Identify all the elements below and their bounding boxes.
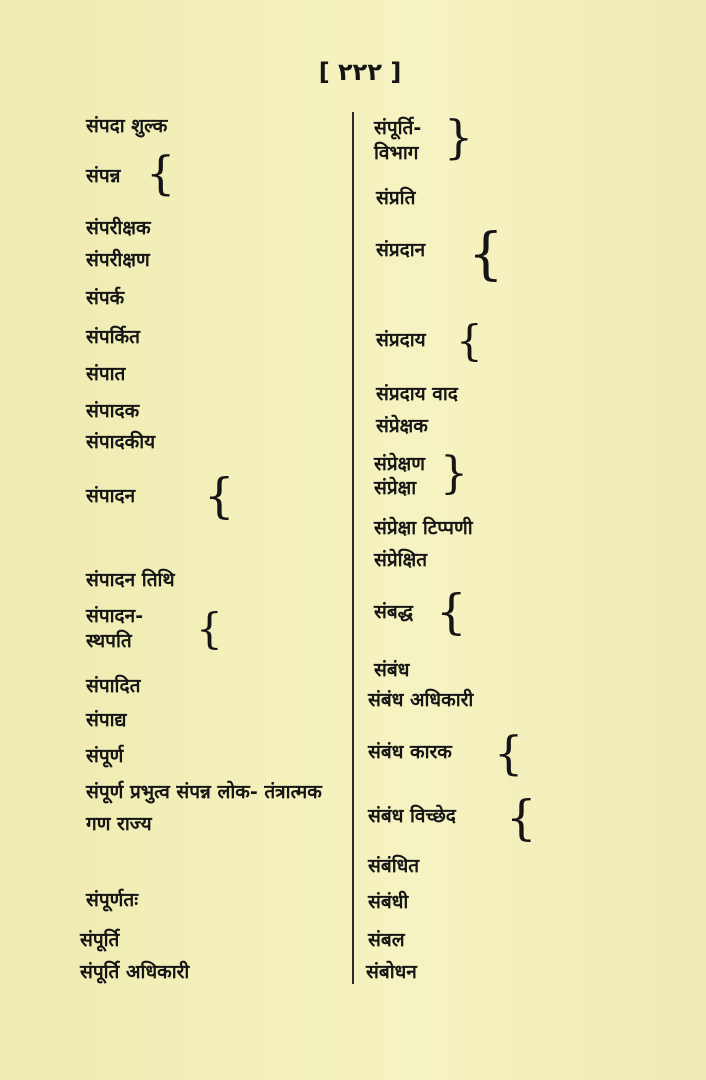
hindi-headword: संप्रेक्षण संप्रेक्षा bbox=[374, 453, 426, 499]
hindi-headword: संपादन bbox=[86, 485, 136, 507]
hindi-headword: संबंध अधिकारी bbox=[368, 689, 474, 711]
brace-icon: { bbox=[506, 790, 537, 846]
hindi-headword: संप्रति bbox=[376, 187, 416, 209]
hindi-headword: संप्रदान bbox=[376, 239, 426, 261]
hindi-headword: संबंध विच्छेद bbox=[368, 805, 456, 827]
hindi-headword: संपादक bbox=[86, 400, 140, 422]
hindi-headword: संबद्ध bbox=[374, 601, 413, 623]
hindi-headword: संबल bbox=[368, 929, 405, 951]
hindi-headword: संपूर्ति bbox=[80, 929, 120, 951]
hindi-headword: संपूर्ण प्रभुत्व संपन्न लोक- तंत्रात्मक गण राज्य bbox=[86, 781, 322, 835]
hindi-headword: संपरीक्षण bbox=[86, 249, 150, 271]
hindi-headword: संप्रदाय वाद bbox=[376, 383, 458, 405]
brace-icon: { bbox=[494, 726, 524, 780]
hindi-headword: संपूर्णतः bbox=[86, 889, 139, 911]
hindi-headword: संबोधन bbox=[366, 961, 417, 983]
hindi-headword: संपादन तिथि bbox=[86, 569, 175, 591]
hindi-headword: संपन्न bbox=[86, 165, 121, 187]
hindi-headword: संपात bbox=[86, 363, 126, 385]
hindi-headword: संपूर्ति अधिकारी bbox=[80, 961, 190, 983]
brace-icon: { bbox=[468, 222, 504, 287]
brace-icon: { bbox=[196, 604, 223, 653]
hindi-headword: संपरीक्षक bbox=[86, 217, 151, 239]
column-divider bbox=[352, 112, 354, 984]
brace-icon: { bbox=[444, 110, 474, 164]
hindi-headword: संपादित bbox=[86, 675, 141, 697]
hindi-headword: संप्रदाय bbox=[376, 329, 426, 351]
hindi-headword: संबंध bbox=[374, 659, 410, 681]
brace-icon: { bbox=[204, 468, 235, 524]
page-number: [ ٢٢٢ ] bbox=[318, 58, 402, 86]
hindi-headword: संबंधित bbox=[368, 855, 420, 877]
brace-icon: { bbox=[436, 584, 467, 640]
hindi-headword: संप्रेक्षा टिप्पणी bbox=[374, 517, 473, 539]
hindi-headword: संपादकीय bbox=[86, 431, 156, 453]
hindi-headword: संपाद्य bbox=[86, 709, 127, 731]
hindi-headword: संप्रेक्षक bbox=[376, 415, 428, 437]
hindi-headword: संपूर्ति- विभाग bbox=[374, 117, 422, 164]
hindi-headword: संपादन- स्थपति bbox=[86, 605, 144, 652]
hindi-headword: संप्रेक्षित bbox=[374, 549, 428, 571]
hindi-headword: संपूर्ण bbox=[86, 745, 124, 767]
hindi-headword: संपर्कित bbox=[86, 326, 140, 348]
brace-icon: { bbox=[146, 146, 176, 200]
hindi-headword: संपदा शुल्क bbox=[86, 115, 168, 137]
hindi-headword: संबंध कारक bbox=[368, 741, 452, 763]
brace-icon: { bbox=[456, 316, 483, 365]
hindi-headword: संपर्क bbox=[86, 287, 125, 309]
brace-icon: { bbox=[440, 448, 468, 499]
hindi-headword: संबंधी bbox=[368, 891, 409, 913]
